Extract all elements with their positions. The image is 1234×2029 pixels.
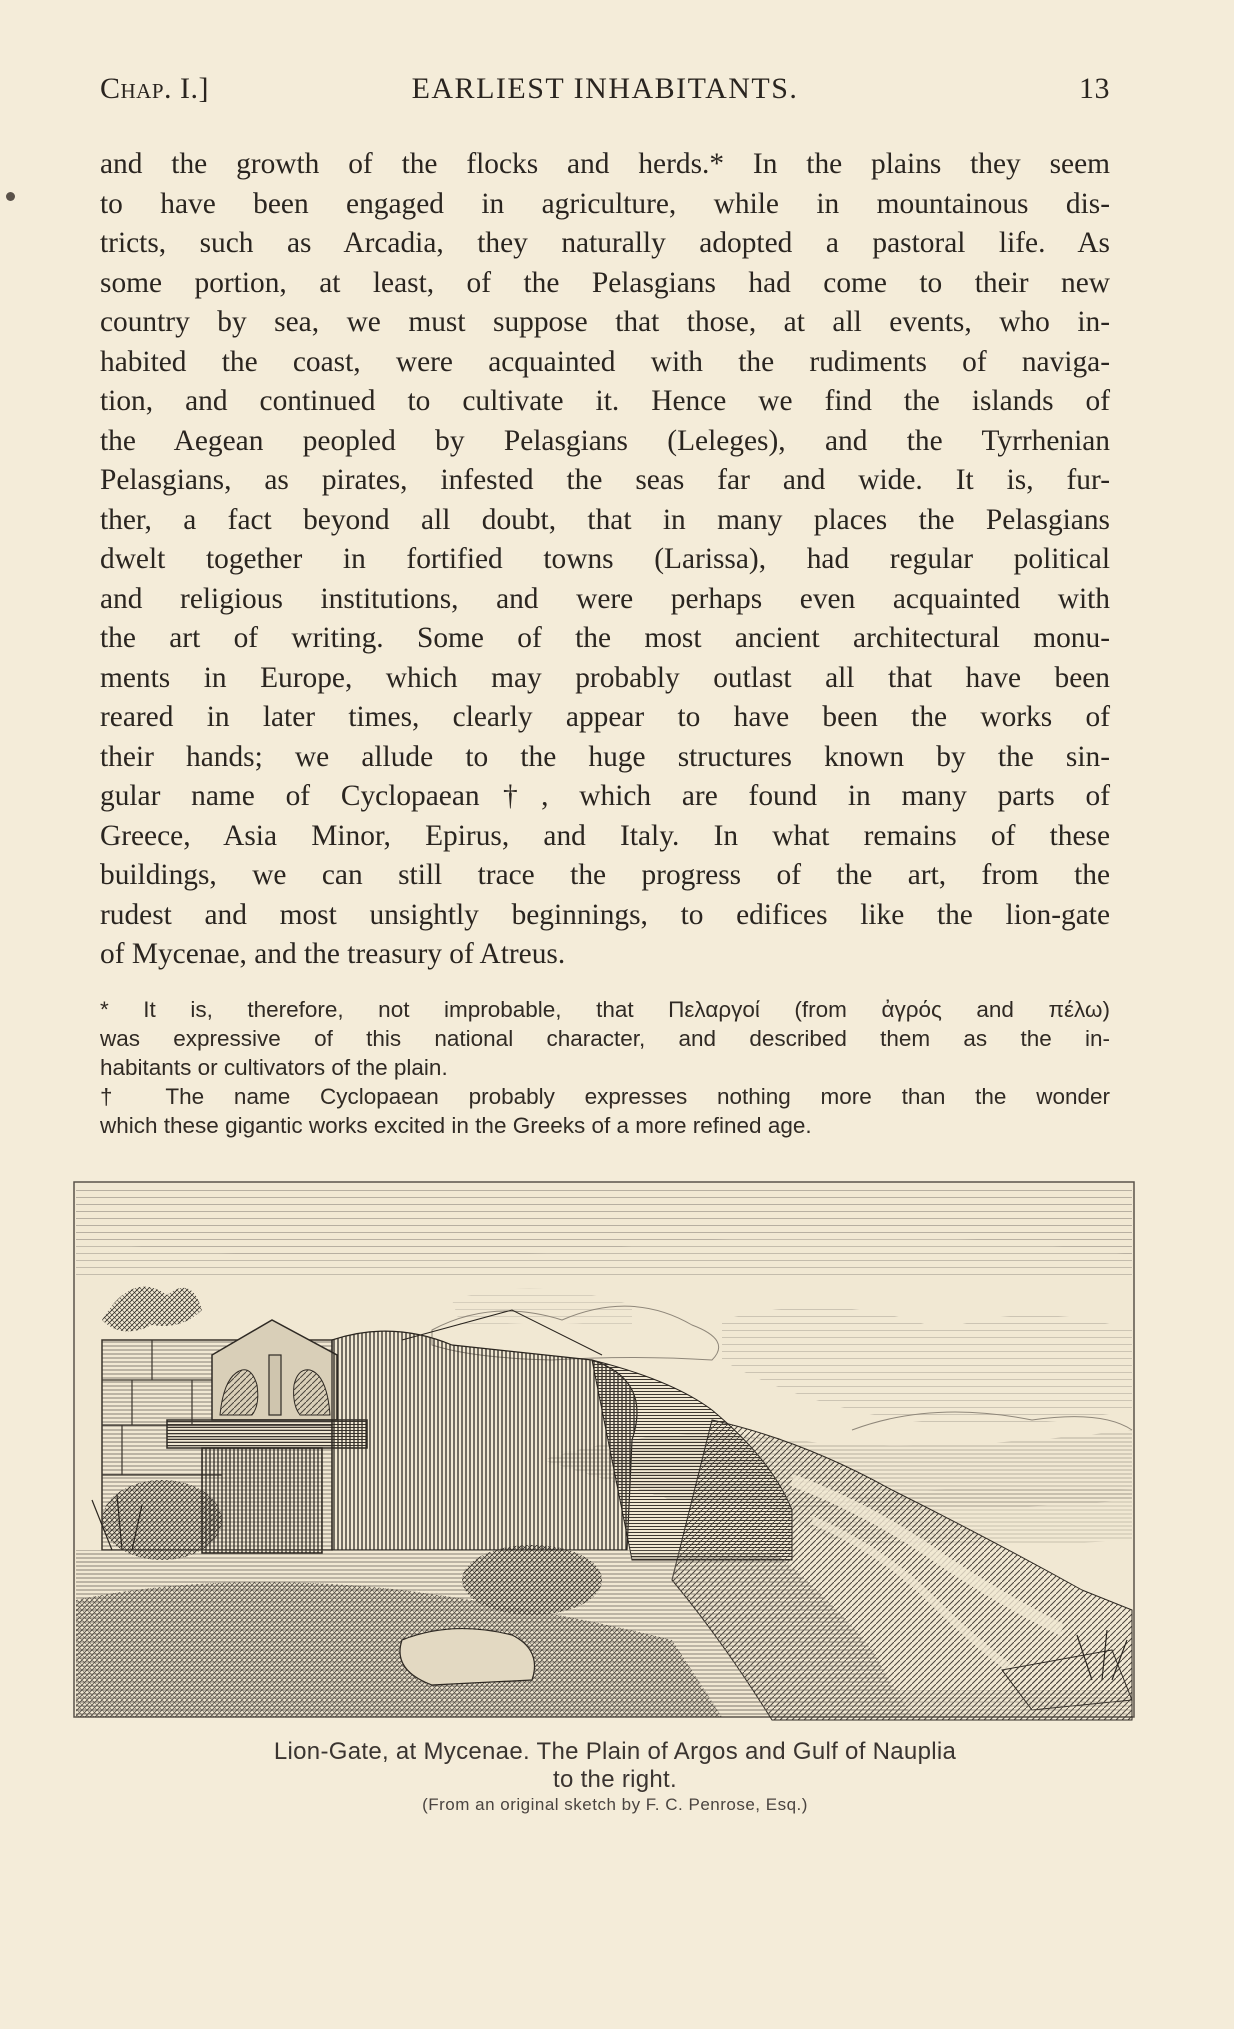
body-line: some portion, at least, of the Pelasgians had come to their new	[100, 266, 1110, 299]
footnote-line: † The name Cyclopaean probably expresses nothing more than the wonder	[100, 1084, 1110, 1109]
body-line: the Aegean peopled by Pelasgians (Leleges), and the Tyrrhenian	[100, 424, 1110, 457]
body-line: country by sea, we must suppose that those, at all events, who in-	[100, 306, 1110, 338]
body-line: Pelasgians, as pirates, infested the seas far and wide. It is, fur-	[100, 464, 1110, 496]
body-text	[100, 145, 1110, 975]
body-line: the art of writing. Some of the most ancient architectural monu-	[100, 622, 1110, 654]
figure-caption	[130, 1738, 1100, 1794]
body-line: tricts, such as Arcadia, they naturally adopted a pastoral life. As	[100, 227, 1110, 259]
body-line: buildings, we can still trace the progress of the art, from the	[100, 859, 1110, 891]
lion-gate-engraving	[72, 1180, 1136, 1722]
caption-line: to the right.	[553, 1766, 677, 1793]
body-line: their hands; we allude to the huge structures known by the sin-	[100, 740, 1110, 773]
body-line: ther, a fact beyond all doubt, that in many places the Pelasgians	[100, 503, 1110, 536]
body-line: of Mycenae, and the treasury of Atreus.	[100, 938, 566, 970]
body-line: gular name of Cyclopaean†, which are found in many parts of	[100, 780, 1110, 812]
margin-mark	[6, 192, 15, 201]
chapter-label: Chap. I.]	[100, 72, 210, 105]
footnote-line: was expressive of this national character, and described them as the in-	[100, 1026, 1110, 1051]
footnote-line: which these gigantic works excited in the Greeks of a more refined age.	[100, 1113, 812, 1138]
page-number: 13	[1079, 72, 1110, 105]
body-line: reared in later times, clearly appear to have been the works of	[100, 701, 1110, 733]
body-line: habited the coast, were acquainted with the rudiments of naviga-	[100, 345, 1110, 378]
body-line: rudest and most unsightly beginnings, to edifices like the lion-gate	[100, 898, 1110, 931]
engraving-figure	[72, 1180, 1136, 1722]
footnote-line: habitants or cultivators of the plain.	[100, 1055, 448, 1080]
footnote-line: * It is, therefore, not improbable, that Πελαργοί (from ἀγρός and πέλω)	[100, 997, 1110, 1022]
running-head	[100, 72, 1110, 116]
body-line: and religious institutions, and were perhaps even acquainted with	[100, 582, 1110, 615]
figure-source: (From an original sketch by F. C. Penrose, Esq.)	[422, 1795, 808, 1814]
caption-line: Lion-Gate, at Mycenae. The Plain of Argos and Gulf of Nauplia	[273, 1738, 957, 1765]
body-line: dwelt together in fortified towns (Larissa), had regular political	[100, 543, 1110, 575]
body-line: tion, and continued to cultivate it. Hence we find the islands of	[100, 385, 1110, 417]
running-title: EARLIEST INHABITANTS.	[411, 72, 799, 105]
body-line: and the growth of the flocks and herds.* In the plains they seem	[100, 148, 1110, 180]
body-line: to have been engaged in agriculture, while in mountainous dis-	[100, 187, 1110, 220]
body-line: Greece, Asia Minor, Epirus, and Italy. In what remains of these	[100, 819, 1110, 852]
body-line: ments in Europe, which may probably outlast all that have been	[100, 661, 1110, 694]
footnotes	[100, 995, 1110, 1140]
